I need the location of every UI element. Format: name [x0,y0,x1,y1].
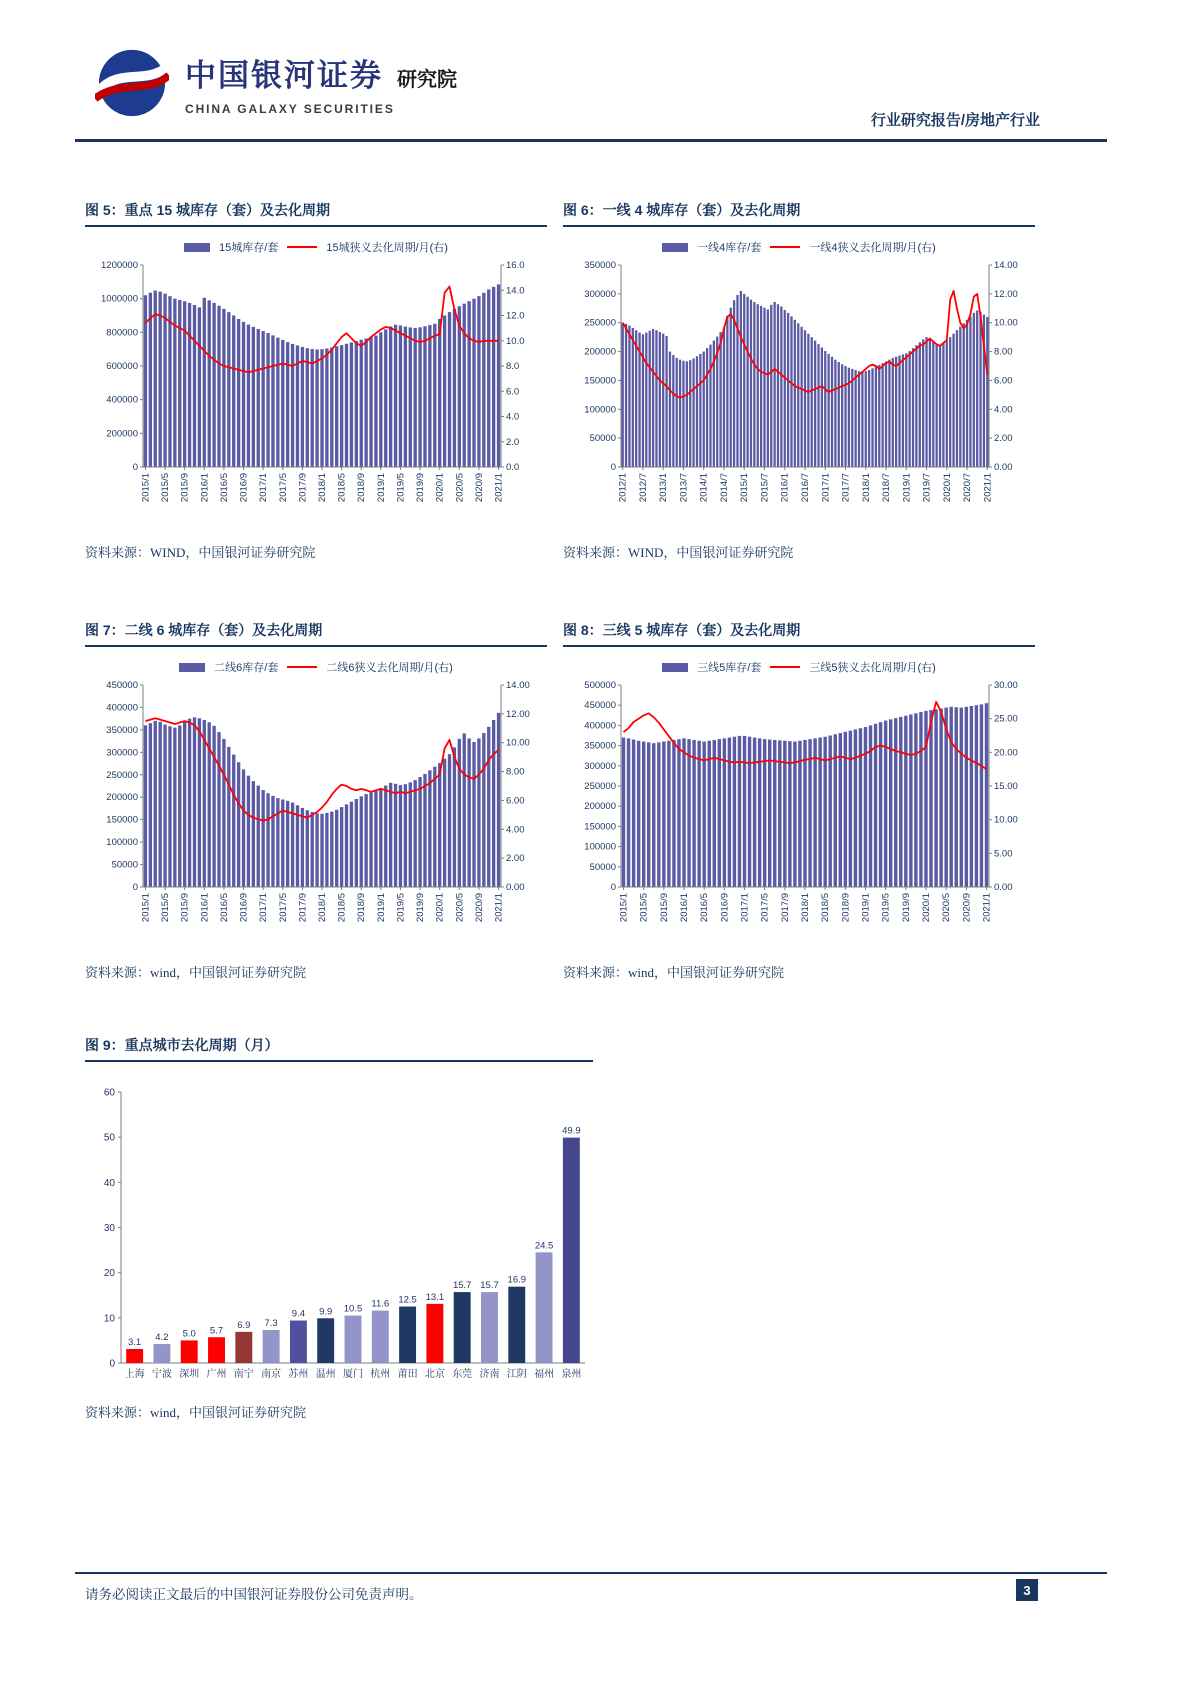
svg-text:2017/1: 2017/1 [739,893,751,923]
svg-text:50000: 50000 [589,861,616,873]
line-legend-label: 15城狭义去化周期/月(右) [326,242,448,254]
svg-text:2020/7: 2020/7 [962,473,974,503]
svg-text:济南: 济南 [479,1369,500,1380]
svg-text:6.00: 6.00 [994,375,1013,387]
svg-text:2019/5: 2019/5 [880,893,892,923]
figure-7-title: 图 7：二线 6 城库存（套）及去化周期 [85,620,547,647]
svg-text:13.1: 13.1 [425,1291,445,1303]
svg-text:2016/1: 2016/1 [779,473,791,503]
figure-7-legend [85,659,547,675]
svg-text:2021/1: 2021/1 [982,473,994,503]
svg-text:50000: 50000 [589,433,616,445]
svg-text:2013/1: 2013/1 [658,473,670,503]
svg-text:2012/7: 2012/7 [637,473,649,503]
svg-text:2019/1: 2019/1 [860,893,872,923]
bar-legend-swatch [184,243,210,252]
page-number-badge: 3 [1016,1579,1038,1601]
svg-text:30.00: 30.00 [994,680,1018,691]
bar-legend-label: 15城库存/套 [219,242,279,254]
svg-text:2017/5: 2017/5 [277,893,289,923]
svg-text:2014/1: 2014/1 [698,473,710,503]
svg-text:10.00: 10.00 [994,814,1018,826]
svg-text:4.0: 4.0 [506,411,520,423]
svg-text:5.00: 5.00 [994,848,1013,860]
galaxy-logo-icon [95,46,169,120]
figure-9-source: 资料来源：wind，中国银河证券研究院 [85,1405,307,1420]
svg-text:2020/1: 2020/1 [921,893,932,923]
category-labels [125,1367,582,1380]
bar-legend-label: 一线4库存/套 [697,242,762,254]
svg-text:2018/9: 2018/9 [840,893,852,923]
svg-text:0.0: 0.0 [506,462,520,473]
svg-text:200000: 200000 [106,792,138,804]
svg-text:2017/5: 2017/5 [759,893,771,923]
svg-text:2018/5: 2018/5 [336,893,348,923]
svg-text:2017/9: 2017/9 [779,893,791,923]
figure-6-card [563,200,1035,561]
svg-text:350000: 350000 [584,260,616,271]
svg-text:2016/1: 2016/1 [679,893,690,923]
svg-text:14.0: 14.0 [506,285,525,297]
svg-text:6.00: 6.00 [506,795,525,807]
svg-text:200000: 200000 [584,801,616,813]
plot [584,260,1017,502]
axis-labels [104,1088,116,1370]
svg-text:15.7: 15.7 [452,1280,472,1292]
svg-text:2019/9: 2019/9 [900,893,912,923]
svg-text:16.0: 16.0 [506,260,525,271]
svg-text:南京: 南京 [261,1369,282,1380]
svg-text:2020/1: 2020/1 [941,473,953,503]
svg-text:100000: 100000 [584,404,616,416]
line-legend-swatch [770,246,800,248]
svg-text:400000: 400000 [584,720,616,732]
svg-text:2016/5: 2016/5 [699,893,711,923]
svg-text:2020/5: 2020/5 [454,893,466,923]
brand-name-en: CHINA GALAXY SECURITIES [185,102,395,116]
footer-divider [75,1572,1107,1574]
svg-text:600000: 600000 [106,361,138,372]
svg-text:250000: 250000 [106,769,138,781]
svg-text:2015/7: 2015/7 [759,473,771,503]
svg-text:厦门: 厦门 [343,1369,363,1380]
svg-text:2018/1: 2018/1 [800,893,811,923]
svg-text:江阴: 江阴 [506,1369,527,1380]
figure-8-card [563,620,1035,981]
svg-text:800000: 800000 [106,327,138,339]
figure-7-source: 资料来源：wind，中国银河证券研究院 [85,965,307,980]
svg-text:8.00: 8.00 [506,766,525,778]
svg-text:20: 20 [103,1268,115,1280]
svg-text:广州: 广州 [206,1369,227,1380]
svg-text:50: 50 [103,1132,115,1144]
svg-text:2015/1: 2015/1 [739,473,751,503]
plot [104,1088,585,1381]
svg-text:2018/5: 2018/5 [820,893,832,923]
svg-text:24.5: 24.5 [534,1240,554,1252]
svg-text:0: 0 [610,882,616,893]
svg-text:2015/5: 2015/5 [160,473,172,503]
svg-text:8.00: 8.00 [994,346,1013,358]
svg-text:0.00: 0.00 [506,882,525,893]
svg-text:2016/7: 2016/7 [800,473,811,503]
figure-9-title: 图 9：重点城市去化周期（月） [85,1035,593,1062]
svg-text:2020/5: 2020/5 [941,893,953,923]
svg-text:0: 0 [132,462,138,473]
svg-text:0.00: 0.00 [994,462,1013,473]
svg-text:深圳: 深圳 [179,1369,200,1380]
svg-text:2.00: 2.00 [994,433,1013,445]
svg-text:20.00: 20.00 [994,747,1018,759]
svg-text:2021/1: 2021/1 [981,893,993,923]
svg-text:150000: 150000 [106,814,138,826]
figure-6-chart [563,257,1035,529]
svg-text:2016/1: 2016/1 [199,893,211,923]
svg-text:9.4: 9.4 [291,1308,306,1320]
svg-text:2020/9: 2020/9 [473,473,485,503]
svg-text:2020/1: 2020/1 [434,473,446,503]
svg-text:上海: 上海 [124,1369,145,1380]
figure-8-legend [563,659,1035,675]
svg-text:11.6: 11.6 [371,1298,390,1310]
svg-text:60: 60 [103,1087,115,1099]
svg-text:5.0: 5.0 [182,1328,196,1340]
svg-text:6.9: 6.9 [237,1319,251,1331]
svg-text:南宁: 南宁 [233,1369,254,1380]
svg-text:2017/1: 2017/1 [820,473,832,503]
plot [584,680,1017,922]
svg-text:200000: 200000 [584,346,616,358]
svg-text:2021/1: 2021/1 [493,893,505,923]
page-header [95,46,1040,136]
bar-legend-swatch [662,663,688,672]
svg-text:温州: 温州 [315,1369,336,1380]
figure-6-legend [563,239,1035,255]
bar-legend-swatch [662,243,688,252]
svg-text:300000: 300000 [584,288,616,300]
svg-text:30: 30 [103,1223,115,1234]
svg-text:2019/7: 2019/7 [921,473,933,503]
svg-text:福州: 福州 [534,1369,555,1380]
svg-text:2019/9: 2019/9 [415,893,427,923]
report-type-label: 行业研究报告/房地产行业 [870,112,1040,129]
figure-7-chart [85,677,547,949]
svg-text:12.5: 12.5 [398,1294,417,1306]
svg-text:25.00: 25.00 [994,713,1018,725]
svg-text:2016/5: 2016/5 [218,473,230,503]
figure-6-title: 图 6：一线 4 城库存（套）及去化周期 [563,200,1035,227]
svg-text:2015/1: 2015/1 [618,893,630,923]
svg-text:2017/1: 2017/1 [258,473,270,503]
figure-8-source: 资料来源：wind，中国银河证券研究院 [563,965,785,980]
plot [106,680,529,922]
svg-text:10.00: 10.00 [994,317,1018,329]
svg-text:12.00: 12.00 [506,708,530,720]
svg-text:200000: 200000 [106,428,138,440]
svg-text:400000: 400000 [106,394,138,406]
svg-text:2020/5: 2020/5 [454,473,466,503]
svg-text:10.5: 10.5 [343,1303,363,1315]
figure-6-source: 资料来源：WIND，中国银河证券研究院 [563,545,794,560]
figure-5-title: 图 5：重点 15 城库存（套）及去化周期 [85,200,547,227]
svg-text:2015/9: 2015/9 [179,473,191,503]
svg-text:2020/1: 2020/1 [434,893,446,923]
svg-text:2019/1: 2019/1 [375,473,387,503]
svg-text:1200000: 1200000 [101,260,138,271]
svg-text:2020/9: 2020/9 [473,893,485,923]
svg-text:10.0: 10.0 [506,335,525,347]
svg-text:0: 0 [610,462,616,473]
svg-text:2016/9: 2016/9 [719,893,731,923]
brand-dept: 研究院 [397,69,457,91]
svg-text:2018/1: 2018/1 [317,893,328,923]
svg-text:2019/9: 2019/9 [415,473,427,503]
svg-text:2017/9: 2017/9 [297,893,309,923]
figure-5-chart [85,257,547,529]
svg-text:2017/9: 2017/9 [297,473,309,503]
svg-text:14.00: 14.00 [506,680,530,691]
line-legend-label: 一线4狭义去化周期/月(右) [809,242,936,254]
svg-text:2018/7: 2018/7 [881,473,892,503]
svg-text:4.00: 4.00 [994,404,1013,416]
svg-text:0: 0 [132,882,138,893]
svg-text:莆田: 莆田 [397,1369,418,1380]
svg-text:2016/1: 2016/1 [199,473,211,503]
svg-text:2017/1: 2017/1 [258,893,270,923]
svg-text:400000: 400000 [106,702,138,714]
svg-text:300000: 300000 [106,747,138,759]
svg-text:0: 0 [109,1358,115,1370]
svg-text:2019/5: 2019/5 [395,893,407,923]
svg-text:250000: 250000 [584,317,616,329]
figure-8-title: 图 8：三线 5 城库存（套）及去化周期 [563,620,1035,647]
svg-text:2015/5: 2015/5 [160,893,172,923]
figure-5-source: 资料来源：WIND，中国银河证券研究院 [85,545,316,560]
svg-text:350000: 350000 [584,740,616,752]
svg-text:杭州: 杭州 [370,1369,391,1380]
svg-text:2.0: 2.0 [506,436,520,448]
line-legend-label: 三线5狭义去化周期/月(右) [809,662,936,674]
svg-text:2015/9: 2015/9 [658,893,670,923]
bar-legend-label: 二线6库存/套 [214,662,279,674]
svg-text:100000: 100000 [584,841,616,853]
footer-disclaimer: 请务必阅读正文最后的中国银河证券股份公司免责声明。 [85,1587,423,1602]
header-divider [75,139,1107,142]
svg-text:2019/5: 2019/5 [395,473,407,503]
figure-9-card [85,1035,593,1421]
svg-text:2013/7: 2013/7 [678,473,690,503]
svg-text:4.00: 4.00 [506,824,525,836]
figure-9-chart [85,1074,593,1389]
svg-text:泉州: 泉州 [561,1369,582,1380]
svg-text:350000: 350000 [106,724,138,736]
svg-text:2014/7: 2014/7 [719,473,730,503]
svg-text:15.7: 15.7 [480,1280,499,1292]
svg-text:2016/9: 2016/9 [238,473,250,503]
svg-text:100000: 100000 [106,837,138,849]
svg-text:12.00: 12.00 [994,288,1018,300]
svg-text:北京: 北京 [424,1369,445,1380]
svg-text:9.9: 9.9 [319,1306,333,1318]
svg-text:2018/1: 2018/1 [317,473,328,503]
svg-text:40: 40 [103,1177,115,1189]
svg-text:2015/9: 2015/9 [179,893,191,923]
svg-text:2019/1: 2019/1 [375,893,387,923]
brand-name-cn: 中国银河证券 [185,58,383,93]
svg-text:2018/9: 2018/9 [356,473,368,503]
svg-text:450000: 450000 [584,700,616,712]
svg-text:6.0: 6.0 [506,386,520,398]
svg-text:150000: 150000 [584,375,616,387]
figure-5-legend [85,239,547,255]
svg-text:2012/1: 2012/1 [617,473,629,503]
svg-text:7.3: 7.3 [264,1318,278,1329]
svg-text:2.00: 2.00 [506,853,525,865]
bar-series [622,291,989,467]
svg-text:苏州: 苏州 [288,1369,309,1380]
bar-legend-label: 三线5库存/套 [697,662,762,674]
plot [101,260,524,502]
bar-series [622,703,988,887]
line-legend-swatch [287,246,317,248]
svg-text:49.9: 49.9 [562,1125,581,1137]
svg-text:2016/5: 2016/5 [218,893,230,923]
svg-text:450000: 450000 [106,680,138,691]
bar-series [144,284,500,467]
line-legend-label: 二线6狭义去化周期/月(右) [326,662,453,674]
figure-8-chart [563,677,1035,949]
svg-text:300000: 300000 [584,760,616,772]
line-legend-swatch [770,666,800,668]
svg-text:250000: 250000 [584,781,616,792]
svg-text:8.0: 8.0 [506,361,520,372]
svg-text:12.0: 12.0 [506,310,525,322]
svg-text:2015/5: 2015/5 [638,893,650,923]
svg-text:2021/1: 2021/1 [493,473,505,503]
svg-text:14.00: 14.00 [994,260,1018,271]
svg-text:0.00: 0.00 [994,882,1013,893]
svg-text:150000: 150000 [584,821,616,833]
svg-text:2018/5: 2018/5 [336,473,348,503]
bar-series [144,713,500,887]
svg-text:3.1: 3.1 [127,1337,142,1348]
brand-text [185,46,457,116]
svg-text:4.2: 4.2 [155,1332,169,1343]
svg-text:16.9: 16.9 [507,1274,527,1286]
bar-legend-swatch [179,663,205,672]
svg-text:10: 10 [103,1313,115,1325]
svg-text:5.7: 5.7 [209,1325,224,1337]
svg-text:2017/7: 2017/7 [840,473,852,503]
svg-text:宁波: 宁波 [151,1369,172,1380]
svg-text:2018/9: 2018/9 [356,893,368,923]
svg-text:500000: 500000 [584,680,616,691]
svg-text:2015/1: 2015/1 [140,473,152,503]
svg-text:东莞: 东莞 [452,1369,473,1380]
svg-text:1000000: 1000000 [101,293,138,305]
figure-7-card [85,620,547,981]
svg-text:2016/9: 2016/9 [238,893,250,923]
svg-text:10.00: 10.00 [506,737,530,749]
figure-5-card [85,200,547,561]
svg-text:2019/1: 2019/1 [901,473,913,503]
line-legend-swatch [287,666,317,668]
svg-text:2017/5: 2017/5 [277,473,289,503]
svg-text:2020/9: 2020/9 [961,893,973,923]
svg-text:15.00: 15.00 [994,781,1018,792]
svg-text:50000: 50000 [111,859,138,871]
svg-text:2015/1: 2015/1 [140,893,152,923]
svg-text:2018/1: 2018/1 [860,473,872,503]
